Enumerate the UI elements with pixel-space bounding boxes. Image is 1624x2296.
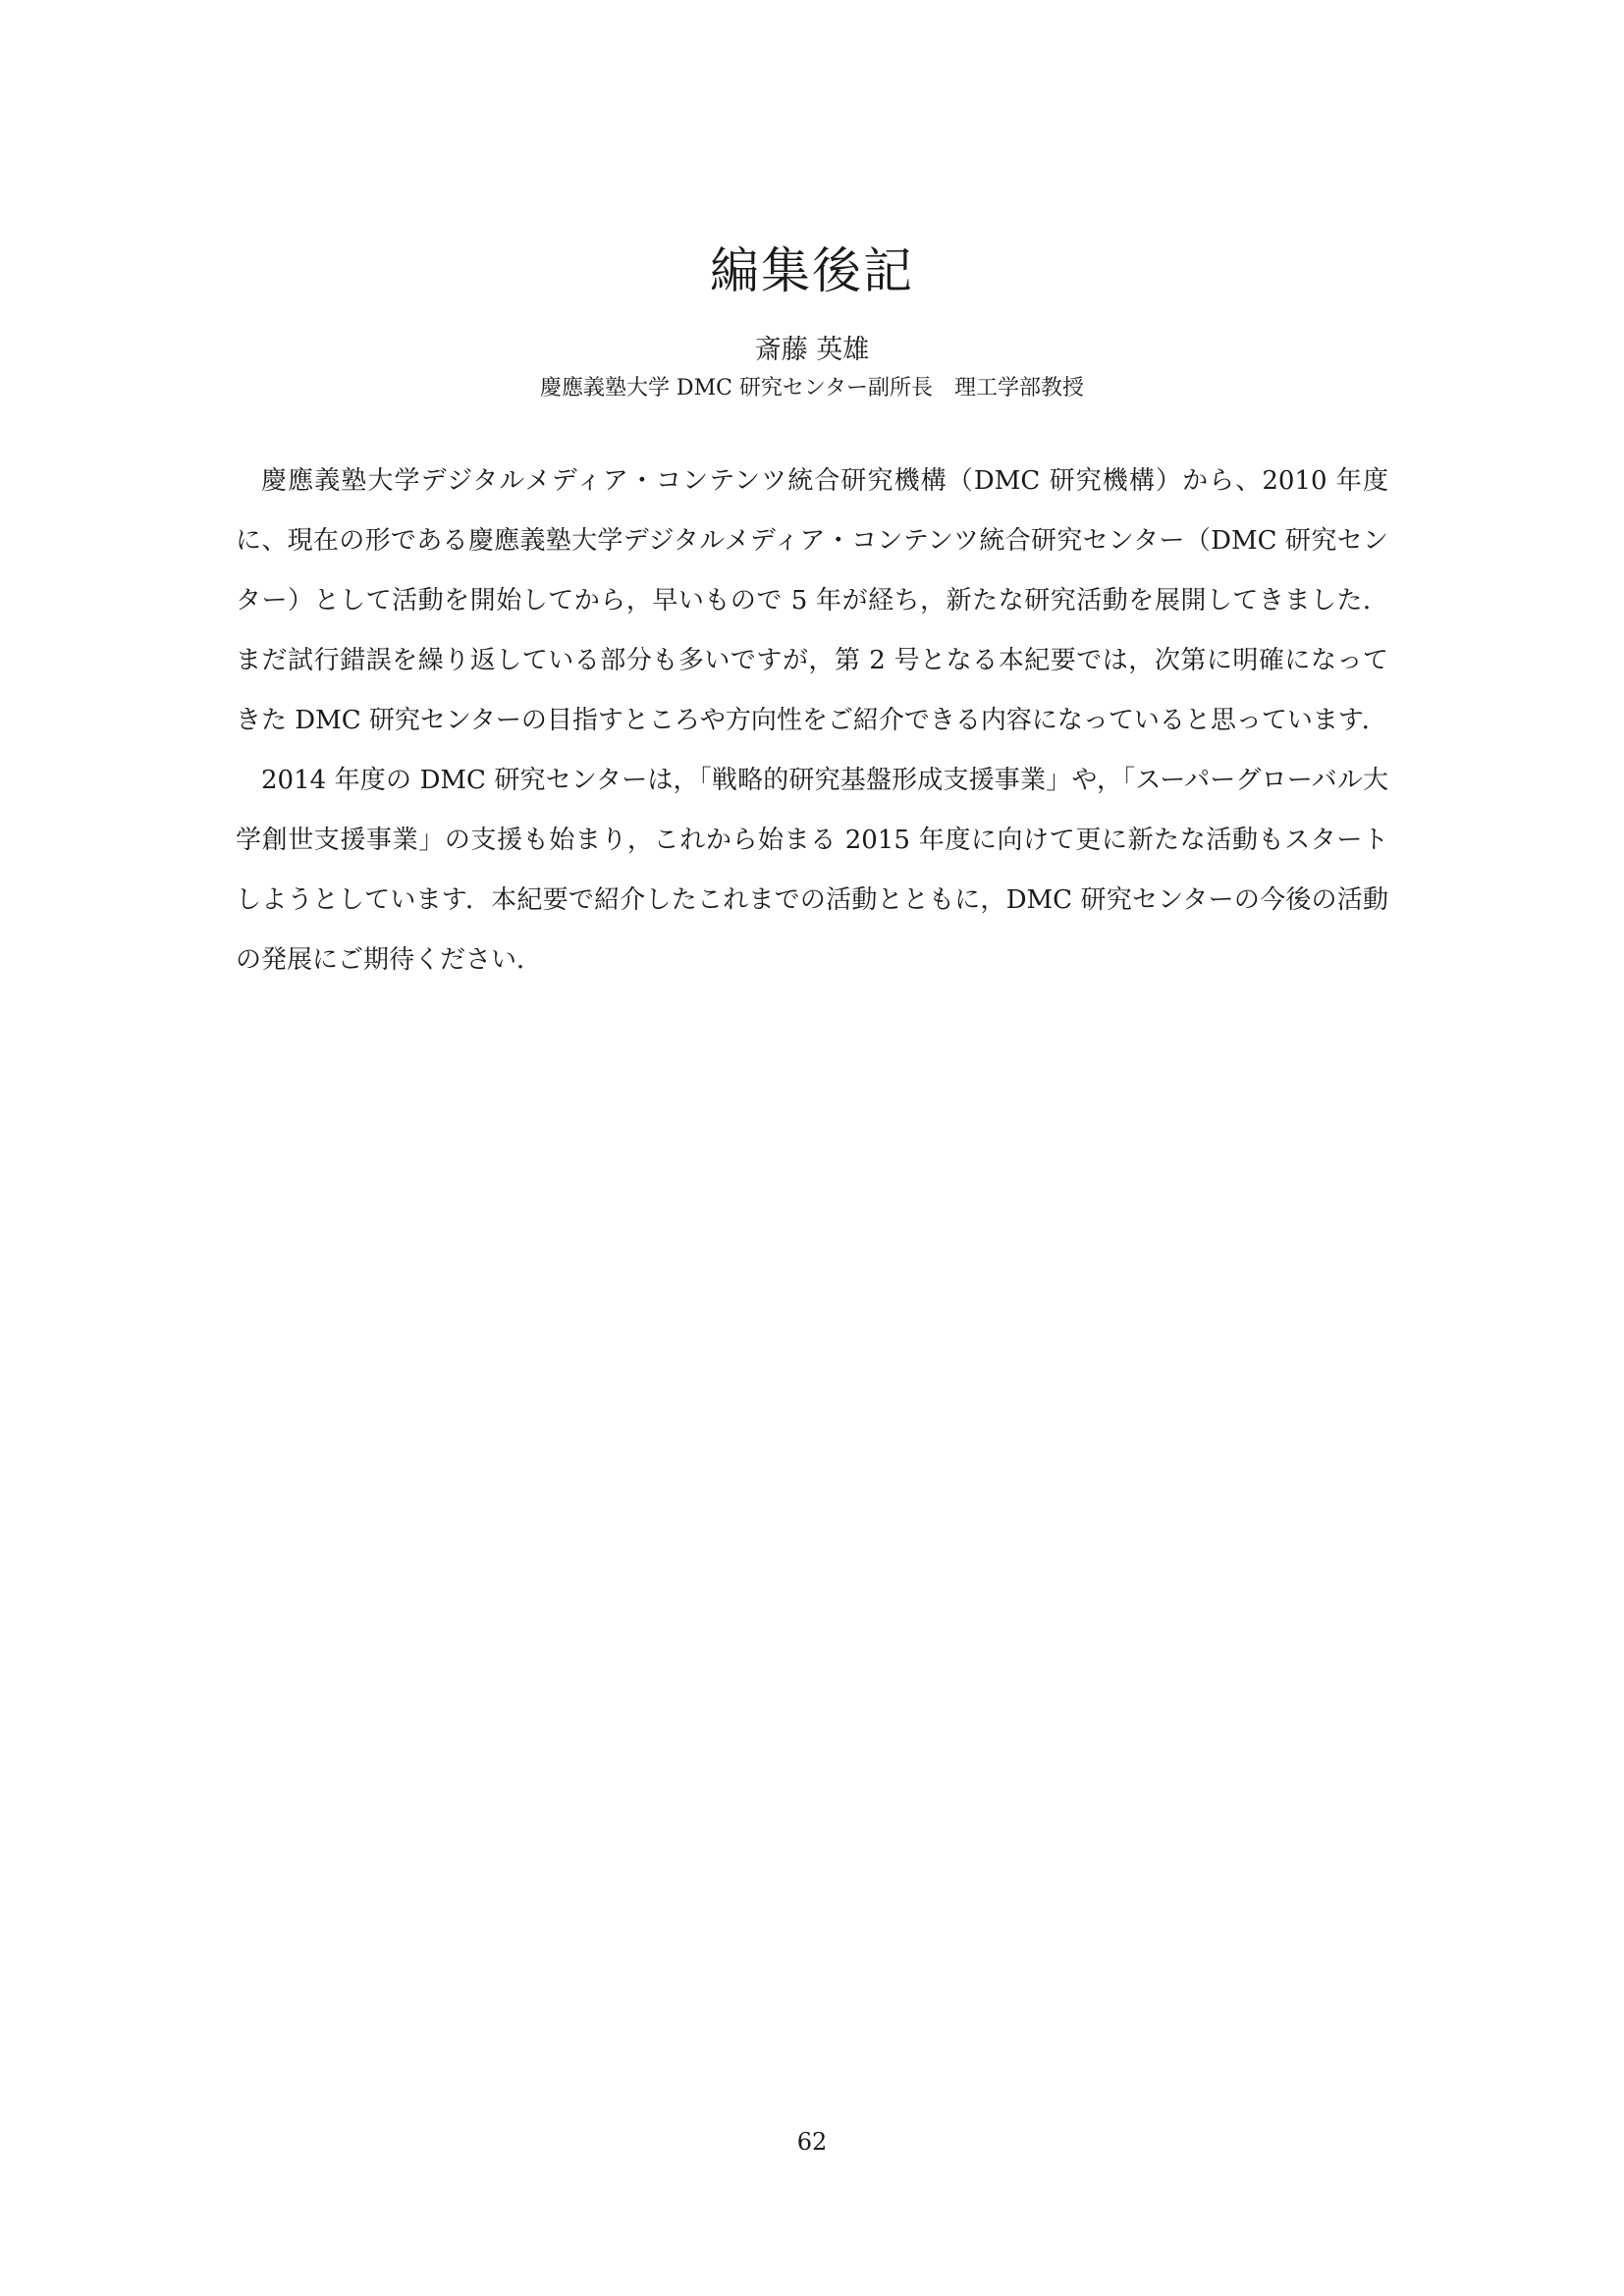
paragraph-2: 2014 年度の DMC 研究センターは，「戦略的研究基盤形成支援事業」や，「スーパーグローバル大学創世支援事業」の支援も始まり，これから始まる 2015 年度に向けて更に新たな活動もスタートしようとしています．本紀要で紹介したこれまでの活動とともに，DMC 研究センターの今後の活動の発展にご期待ください．: [236, 766, 1388, 975]
page-title: 編集後記: [710, 242, 914, 299]
paragraph-1: 慶應義塾大学デジタルメディア・コンテンツ統合研究機構（DMC 研究機構）から、2010 年度に、現在の形である慶應義塾大学デジタルメディア・コンテンツ統合研究センター（DMC 研究センター）として活動を開始してから，早いもので 5 年が経ち，新たな研究活動を展開してきました．まだ試行錯誤を繰り返している部分も多いですが，第 2 号となる本紀要では，次第に明確になってきた DMC 研究センターの目指すところや方向性をご紹介できる内容になっていると思っています．: [236, 466, 1388, 735]
author-affiliation: 慶應義塾大学 DMC 研究センター副所長 理工学部教授: [539, 376, 1085, 400]
body-text: [236, 452, 1388, 990]
author-name: 斎藤 英雄: [754, 335, 870, 365]
page-number: 62: [796, 2128, 828, 2156]
